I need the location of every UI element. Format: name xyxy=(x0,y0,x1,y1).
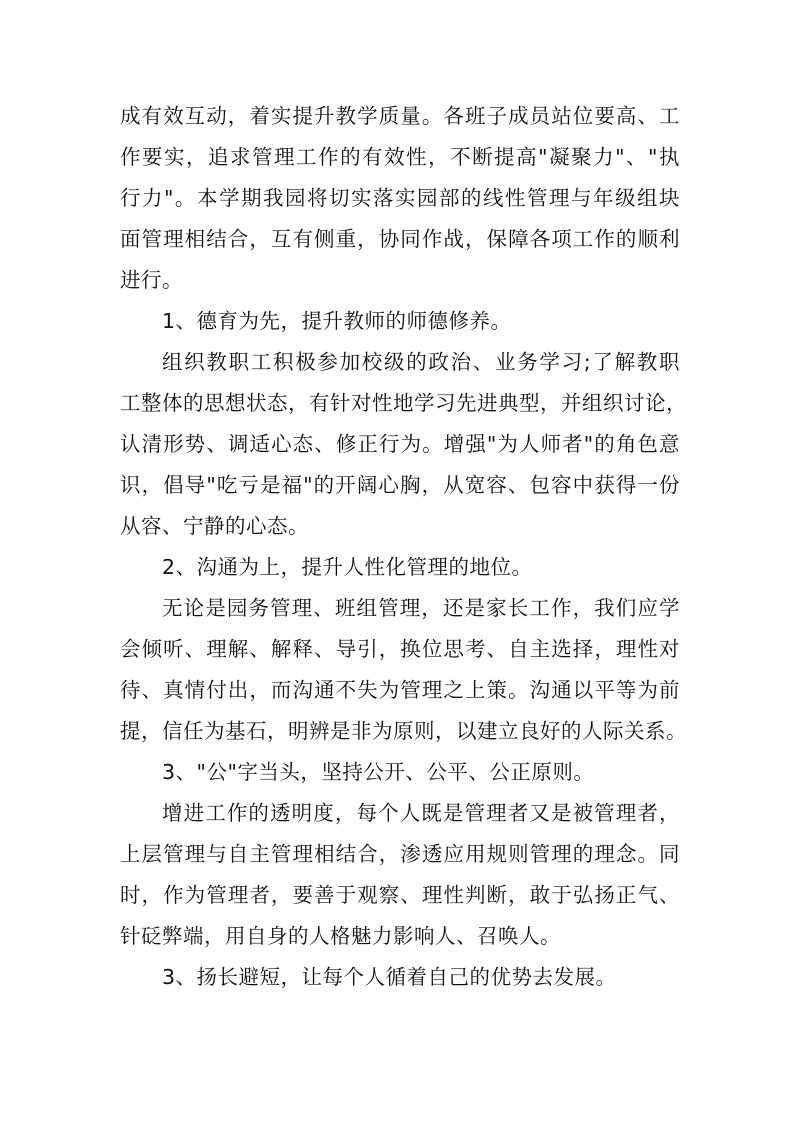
paragraph-line: 时，作为管理者，要善于观察、理性判断，敢于弘扬正气、 xyxy=(120,883,680,907)
paragraph-line: 成有效互动，着实提升教学质量。各班子成员站位要高、工 xyxy=(120,104,680,128)
paragraph-line: 组织教职工积极参加校级的政治、业务学习;了解教职 xyxy=(162,350,680,374)
paragraph-line: 会倾听、理解、解释、导引，换位思考、自主选择，理性对 xyxy=(120,637,680,661)
paragraph-line: 无论是园务管理、班组管理，还是家长工作，我们应学 xyxy=(162,596,680,620)
section-heading: 3、"公"字当头，坚持公开、公平、公正原则。 xyxy=(162,760,595,784)
paragraph-line: 针砭弊端，用自身的人格魅力影响人、召唤人。 xyxy=(120,924,561,948)
paragraph-line: 行力"。本学期我园将切实落实园部的线性管理与年级组块 xyxy=(120,186,680,210)
section-heading: 1、德育为先，提升教师的师德修养。 xyxy=(162,309,512,333)
section-heading: 2、沟通为上，提升人性化管理的地位。 xyxy=(162,555,533,579)
paragraph-line: 工整体的思想状态，有针对性地学习先进典型，并组织讨论， xyxy=(120,391,687,415)
paragraph-line: 从容、宁静的心态。 xyxy=(120,514,309,538)
paragraph-line: 待、真情付出，而沟通不失为管理之上策。沟通以平等为前 xyxy=(120,678,680,702)
paragraph-line: 提，信任为基石，明辨是非为原则，以建立良好的人际关系。 xyxy=(120,719,687,743)
section-heading: 3、扬长避短，让每个人循着自己的优势去发展。 xyxy=(162,965,617,989)
paragraph-line: 作要实，追求管理工作的有效性，不断提高"凝聚力"、"执 xyxy=(120,145,680,169)
paragraph-line: 面管理相结合，互有侧重，协同作战，保障各项工作的顺利 xyxy=(120,227,680,251)
paragraph-line: 识，倡导"吃亏是福"的开阔心胸，从宽容、包容中获得一份 xyxy=(120,473,680,497)
paragraph-line: 增进工作的透明度，每个人既是管理者又是被管理者， xyxy=(162,801,680,825)
paragraph-line: 上层管理与自主管理相结合，渗透应用规则管理的理念。同 xyxy=(120,842,680,866)
paragraph-line: 进行。 xyxy=(120,268,183,292)
paragraph-line: 认清形势、调适心态、修正行为。增强"为人师者"的角色意 xyxy=(120,432,680,456)
document-body xyxy=(120,96,687,998)
